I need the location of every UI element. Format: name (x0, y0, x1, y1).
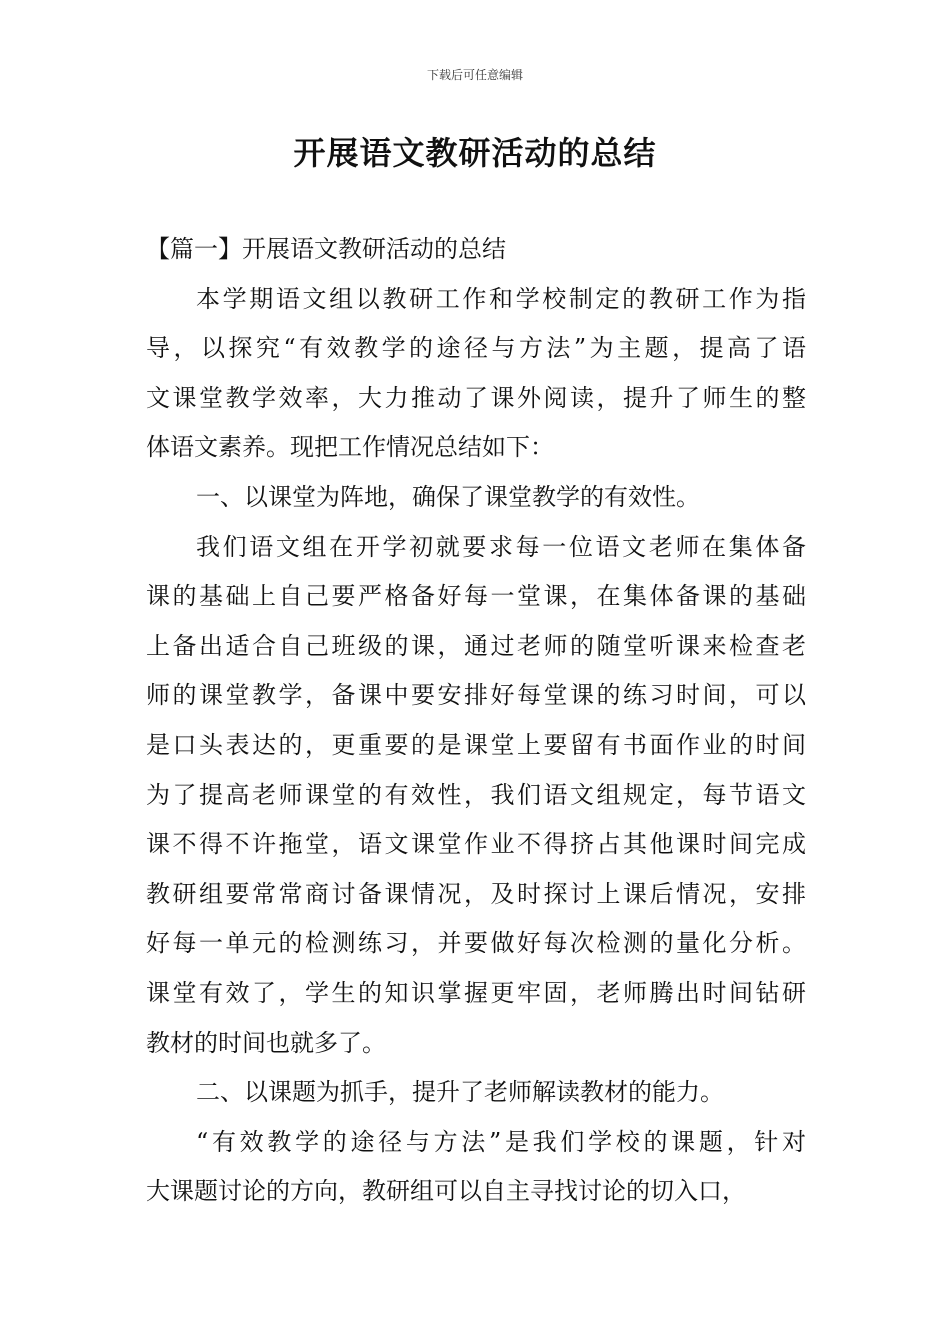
document-body (146, 225, 806, 1217)
paragraph-line: 体语文素养。现把工作情况总结如下： (146, 433, 554, 462)
paragraph-line: 好每一单元的检测练习，并要做好每次检测的量化分析。 (146, 929, 806, 958)
paragraph-line: 导，以探究“有效教学的途径与方法”为主题，提高了语 (146, 334, 806, 363)
paragraph-line: 课不得不许拖堂，语文课堂作业不得挤占其他课时间完成 (146, 830, 806, 859)
paragraph-line: 大课题讨论的方向，教研组可以自主寻找讨论的切入口， (146, 1177, 746, 1206)
paragraph (146, 473, 806, 523)
paragraph (146, 1118, 806, 1217)
paragraph-line: 课的基础上自己要严格备好每一堂课，在集体备课的基础 (146, 582, 806, 611)
paragraph-line: “有效教学的途径与方法”是我们学校的课题，针对 (196, 1127, 806, 1156)
section-heading: 【篇一】开展语文教研活动的总结 (146, 235, 506, 263)
paragraph-line: 本学期语文组以教研工作和学校制定的教研工作为指 (196, 284, 806, 313)
paragraph-line: 一、以课堂为阵地，确保了课堂教学的有效性。 (196, 482, 700, 511)
paragraph-line: 二、以课题为抓手，提升了老师解读教材的能力。 (196, 1078, 724, 1107)
paragraph (146, 1068, 806, 1118)
paragraph-list (146, 275, 806, 1217)
paragraph-line: 文课堂教学效率，大力推动了课外阅读，提升了师生的整 (146, 383, 806, 412)
paragraph-line: 课堂有效了，学生的知识掌握更牢固，老师腾出时间钻研 (146, 978, 806, 1007)
paragraph-line: 上备出适合自己班级的课，通过老师的随堂听课来检查老 (146, 631, 806, 660)
document-title: 开展语文教研活动的总结 (293, 134, 657, 172)
paragraph-line: 我们语文组在开学初就要求每一位语文老师在集体备 (196, 532, 806, 561)
paragraph (146, 523, 806, 1069)
paragraph (146, 275, 806, 473)
paragraph-line: 为了提高老师课堂的有效性，我们语文组规定，每节语文 (146, 780, 806, 809)
page-header-note: 下载后可任意编辑 (426, 68, 523, 82)
paragraph-line: 是口头表达的，更重要的是课堂上要留有书面作业的时间 (146, 730, 806, 759)
paragraph-line: 教材的时间也就多了。 (146, 1028, 386, 1057)
paragraph-line: 教研组要常常商讨备课情况，及时探讨上课后情况，安排 (146, 879, 806, 908)
paragraph-line: 师的课堂教学，备课中要安排好每堂课的练习时间，可以 (146, 681, 806, 710)
